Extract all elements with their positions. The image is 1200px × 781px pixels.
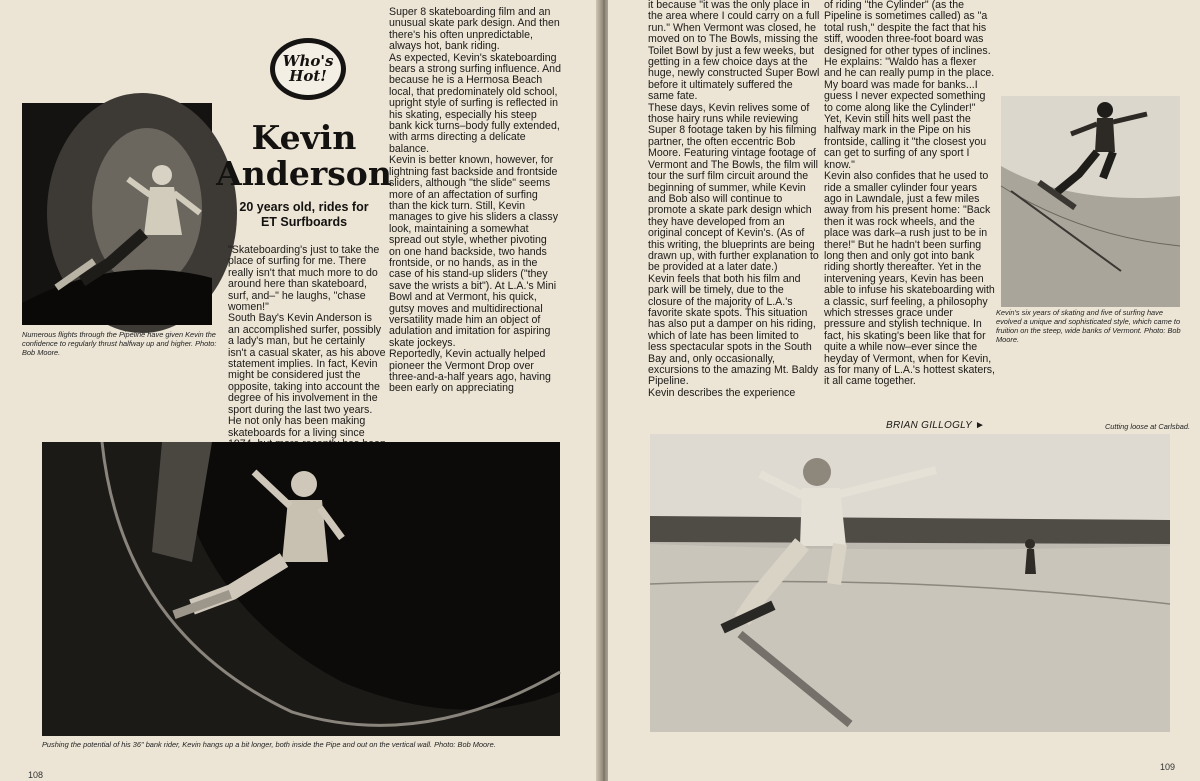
- article-column-1: "Skateboarding's just to take the place of surfing for me. There really isn't that much more to do around here than skateboard, surf, and–" he laughs, "chase women!" South Bay's Kevin Anderson is an accomplished surfer, possibly a lady's man, but he certainly isn't a casual skater, as his above statement implies. In fact, Kevin might be considered just the opposite, taking into account the degree of his involvement in the sport during the last two years. He not only has been making skateboards for a living since: [228, 244, 386, 439]
- vermont-scene: [1001, 96, 1180, 307]
- author-byline: [886, 420, 985, 431]
- pipeline-photo-scene: [22, 103, 212, 325]
- whos-hot-badge: [270, 38, 346, 100]
- article-column-2: Super 8 skateboarding film and an unusual skate park design. And then there's his often unpredictable, always hot, bank riding. As expected, Kevin's skateboarding bears a strong surfing influence. And because he is a Hermosa Beach local, that predominately old school, upright style of surfing is reflected in his skating, especially his steep bank kick turns–body fully extended, with arms directing a delicate balance. Kevin is better known, however, for lightning fast backside and frontside sliders, although "the slide" seems more of an affectation of surfing than the kick turn. Still, Kevin manages to give his sliders a classy look, maintaining a somewhat spread out style, whether pivoting on one hand backside, two hands frontside, or no hands, as in the case of his stand-up sliders ("they save the wrists a bit"). At L.A.'s Mini Bowl and at Vermont, his quick, gutsy moves and multidirectional versatility made him an object of adulation and imitation for aspiring skate jockeys. Reportedly, Kevin actually helped pioneer the Vermont Drop over three-and-a-half years ago, having been early on appreciating: [389, 6, 561, 395]
- page-number-left: 108: [28, 770, 44, 780]
- author-name: BRIAN GILLOGLY: [886, 420, 972, 431]
- whos-hot-badge-text: Who's Hot!: [275, 43, 341, 95]
- carlsbad-caption: Cutting loose at Carlsbad.: [1104, 422, 1190, 431]
- page-number-right: 109: [1160, 762, 1176, 772]
- logo-icon: ►: [975, 420, 986, 431]
- carlsbad-photo: [650, 434, 1170, 732]
- article-column-3: it because "it was the only place in the area where I could carry on a full run." When Vermont was closed, he moved on to The Bowls, missing the Toilet Bowl by just a few weeks, but getting in a few choice days at the huge, newly constructed Super Bowl before it ultimately suffered the same fate. These days, Kevin relives some of those hairy runs while reviewing Super 8 footage taken by his filming partner, the often eccentric Bob Moore. Featuring vintage footage of Vermont and The Bowls, the film will tour the surf film circuit around the beginning of summer, while Kevin and Bob also will continue to promote a skate park design which they have developed from an original concept of Kevin's. (As of this writing, the blueprints are being drawn up, with further explanation to be provided at a later date.) Kevin feels that both his film and park will be timely, due to the closure of the majority of L.A.'s favorite skate spots. This situation has also put a damper on his riding, which of late has been limited to less spectacular spots in the South Bay and, only occasionally, excursions to the amazing Mt. Baldy Pipeline. Kevin describes the experience: [648, 0, 820, 399]
- vermont-caption: Kevin's six years of skating and five of surfing have evolved a unique and sophisticated style, which came to fruition on the steep, wide banks of Vermont. Photo: Bob Moore.: [996, 308, 1181, 344]
- pipeline-caption: Numerous flights through the Pipeline have given Kevin the confidence to regularly thrust halfway up and higher. Photo: Bob Moore.: [22, 330, 217, 357]
- article-subtitle: 20 years old, rides for ET Surfboards: [239, 200, 369, 229]
- right-page: [608, 0, 1200, 781]
- vertical-wall-scene: [42, 442, 560, 736]
- article-title: Kevin Anderson: [216, 118, 392, 193]
- article-column-4: of riding "the Cylinder" (as the Pipeline is sometimes called) as "a total rush," despite the fact that his stiff, wooden three-foot board was designed for other types of inclines. He explains: "Waldo has a flexer and he can really pump in the place. My board was made for banks...I guess I never expected something to come along like the Cylinder!" Yet, Kevin still hits well past the halfway mark in the Pipe on his frontside, calling it "the closest you can get to surfing of any sport I know." Kevin also confides that he used to ride a smaller cylinder four years ago in Lawndale, just a few miles away from his present home: "Back then it was rock wheels, and the place was dark–a rush just to be in there!" But he hadn't been surfing long then and only got into bank riding shortly thereafter. Yet in the intervening years, Kevin has been able to infuse his skateboarding with a classic, surf feeling, a philosophy which stresses grace under pressure and stylish technique. In fact, his skating's been like that for quite a while now–ever since the heyday of Vermont, when for Kevin, as for many of L.A.'s hottest skaters, it all came together.: [824, 0, 996, 388]
- vertical-wall-photo: [42, 442, 560, 736]
- vertical-wall-caption: Pushing the potential of his 36" bank rider, Kevin hangs up a bit longer, both inside the Pipe and out on the vertical wall. Photo: Bob Moore.: [42, 740, 496, 749]
- carlsbad-scene: [650, 434, 1170, 732]
- vermont-photo: [1001, 96, 1180, 307]
- pipeline-photo: [22, 103, 212, 325]
